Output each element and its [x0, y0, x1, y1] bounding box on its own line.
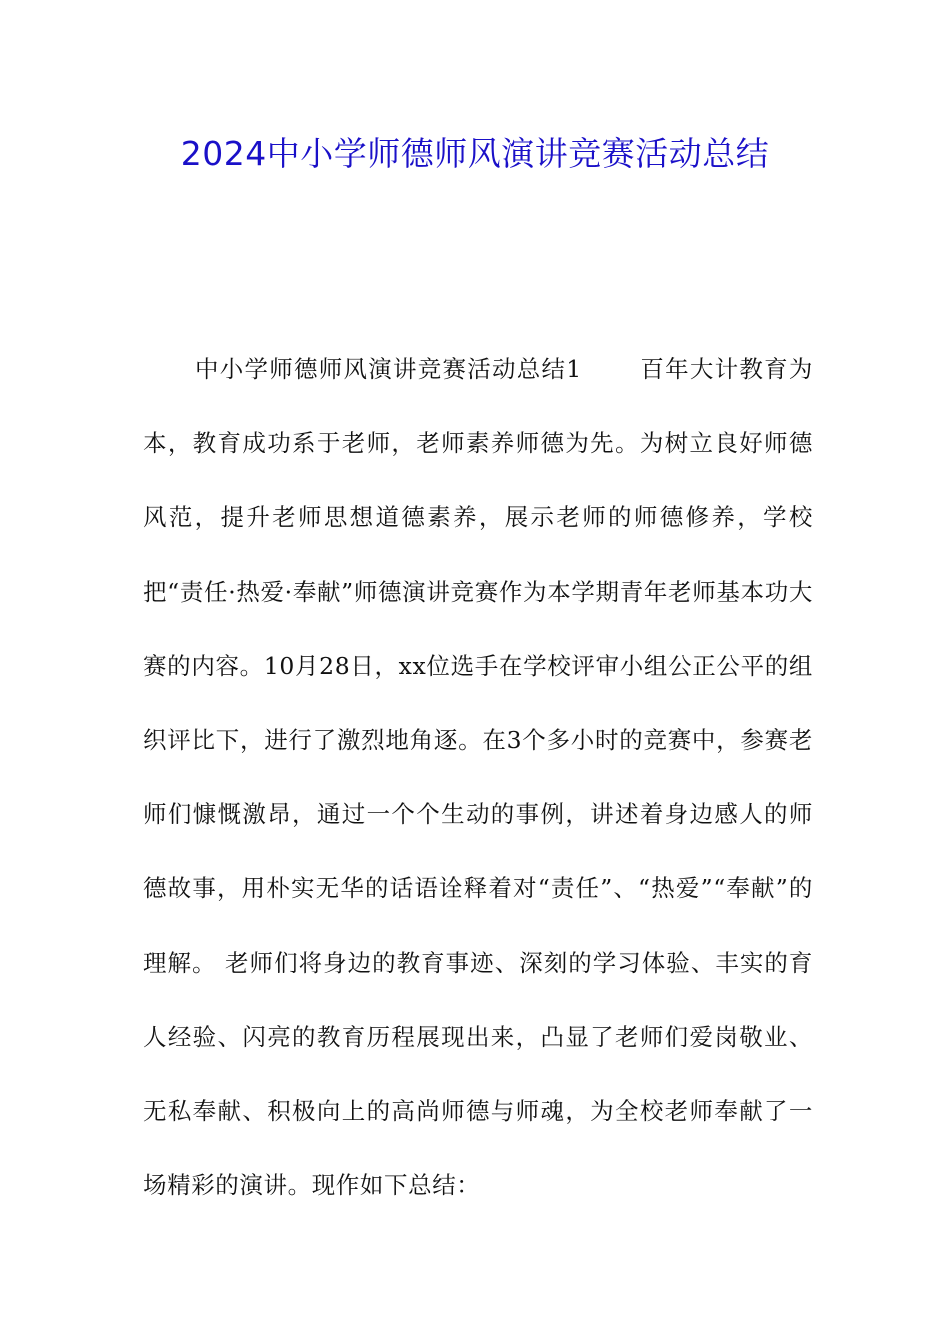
paragraph-heading: 中小学师德师风演讲竞赛活动总结1 [195, 355, 582, 383]
body-paragraph [143, 332, 813, 1222]
paragraph-text: 百年大计教育为本，教育成功系于老师，老师素养师德为先。为树立良好师德风范，提升老师思想道德素养，展示老师的师德修养，学校把“责任·热爱·奉献”师德演讲竞赛作为本学期青年老师基本功大赛的内容。10月28日，xx位选手在学校评审小组公正公平的组织评比下，进行了激烈地角逐。在3个多小时的竞赛中，参赛老师们慷慨激昂，通过一个个生动的事例，讲述着身边感人的师德故事，用朴实无华的话语诠释着对“责任”、“热爱”“奉献”的理解。 老师们将身边的教育事迹、深刻的学习体验、丰实的育人经验、闪亮的教育历程展现出来，凸显了老师们爱岗敬业、无私奉献、积极向上的高尚师德与师魂，为全校老师奉献了一场精彩的演讲。现作如下总结： [143, 355, 813, 1200]
document-title: 2024中小学师德师风演讲竞赛活动总结 [180, 134, 770, 173]
